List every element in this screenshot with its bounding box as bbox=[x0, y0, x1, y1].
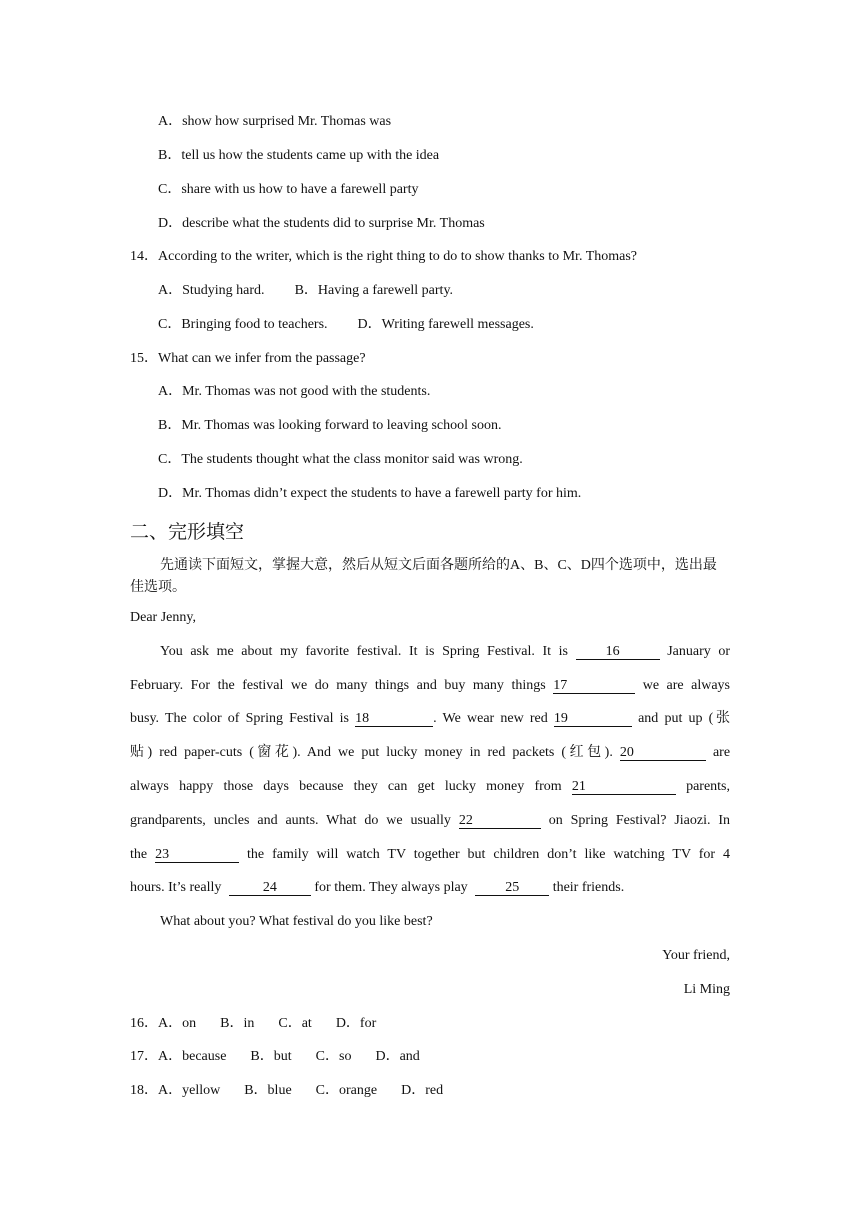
q14-options-row2 bbox=[158, 316, 534, 334]
q17-option-c: C．so bbox=[315, 1049, 352, 1064]
q14-option-b: B．Having a farewell party. bbox=[294, 283, 454, 298]
section-instruction: 先通读下面短文，掌握大意，然后从短文后面各题所给的A、B、C、D四个选项中，选出最佳选项。 bbox=[130, 558, 717, 595]
q15-option-a: A．Mr. Thomas was not good with the students. bbox=[158, 384, 431, 399]
q14-stem: 14．According to the writer, which is the right thing to do to show thanks to Mr. Thomas? bbox=[130, 249, 638, 264]
letter-line-6: grandparents, uncles and aunts. What do we usually 22 on Spring Festival? Jiaozi. In bbox=[130, 813, 731, 828]
q18-option-d: D．red bbox=[401, 1083, 444, 1098]
q17-option-b: B．but bbox=[250, 1049, 292, 1064]
blank-24: 24 bbox=[229, 880, 311, 896]
q16-option-d: D．for bbox=[335, 1016, 377, 1031]
q14-options-row1 bbox=[158, 282, 453, 300]
letter-paragraph-2: What about you? What festival do you like best? bbox=[160, 914, 433, 929]
q15-option-d: D．Mr. Thomas didn’t expect the students to have a farewell party for him. bbox=[158, 486, 582, 501]
q17-row: 17．A．because B．but C．so D．and bbox=[130, 1049, 420, 1064]
blank-23: 23 bbox=[155, 847, 239, 863]
q17-option-d: D．and bbox=[375, 1049, 420, 1064]
blank-16: 16 bbox=[576, 644, 660, 660]
letter-line-4: 贴) red paper-cuts (窗花). And we put lucky money in red packets (红包). 20 are bbox=[130, 745, 731, 760]
blank-19: 19 bbox=[554, 711, 632, 727]
q13-option-c: C．share with us how to have a farewell party bbox=[158, 182, 419, 197]
q14-option-c: C．Bringing food to teachers. bbox=[158, 317, 328, 332]
q18-option-a: A．yellow bbox=[158, 1083, 221, 1098]
letter-greeting: Dear Jenny, bbox=[130, 610, 196, 625]
q15-option-c: C．The students thought what the class monitor said was wrong. bbox=[158, 452, 523, 467]
blank-20: 20 bbox=[620, 745, 706, 761]
blank-25: 25 bbox=[475, 880, 549, 896]
letter-line-5: always happy those days because they can get lucky money from 21 parents, bbox=[130, 779, 730, 794]
q13-option-b: B．tell us how the students came up with the idea bbox=[158, 148, 440, 163]
letter-line-1: You ask me about my favorite festival. It is Spring Festival. It is 16 January or bbox=[160, 644, 730, 659]
letter-line-2: February. For the festival we do many things and buy many things 17 we are always bbox=[130, 678, 731, 693]
q18-option-b: B．blue bbox=[244, 1083, 292, 1098]
q17-option-a: A．because bbox=[158, 1049, 227, 1064]
q18-row: 18．A．yellow B．blue C．orange D．red bbox=[130, 1083, 444, 1098]
q13-option-a: A．show how surprised Mr. Thomas was bbox=[158, 114, 392, 129]
q13-option-d: D．describe what the students did to surprise Mr. Thomas bbox=[158, 216, 485, 231]
section-title: 二、完形填空 bbox=[130, 521, 245, 543]
q16-row: 16．A．on B．in C．at D．for bbox=[130, 1016, 377, 1031]
letter-signature: Li Ming bbox=[683, 982, 730, 997]
blank-22: 22 bbox=[459, 813, 541, 829]
q16-option-a: A．on bbox=[158, 1016, 197, 1031]
q18-option-c: C．orange bbox=[315, 1083, 378, 1098]
q16-option-b: B．in bbox=[220, 1016, 255, 1031]
q16-option-c: C．at bbox=[278, 1016, 312, 1031]
q14-option-a: A．Studying hard. bbox=[158, 283, 265, 298]
letter-line-3: busy. The color of Spring Festival is 18 . We wear new red 19 and put up (张 bbox=[130, 711, 731, 726]
blank-17: 17 bbox=[553, 678, 635, 694]
q14-option-d: D．Writing farewell messages. bbox=[357, 317, 534, 332]
q15-option-b: B．Mr. Thomas was looking forward to leaving school soon. bbox=[158, 418, 502, 433]
blank-21: 21 bbox=[572, 779, 676, 795]
letter-line-7: the 23 the family will watch TV together but children don’t like watching TV for 4 bbox=[130, 847, 731, 862]
letter-closing: Your friend, bbox=[662, 948, 730, 963]
blank-18: 18 bbox=[355, 711, 433, 727]
q15-stem: 15．What can we infer from the passage? bbox=[130, 351, 366, 366]
letter-line-8: hours. It’s really 24 for them. They always play 25 their friends. bbox=[130, 880, 625, 895]
